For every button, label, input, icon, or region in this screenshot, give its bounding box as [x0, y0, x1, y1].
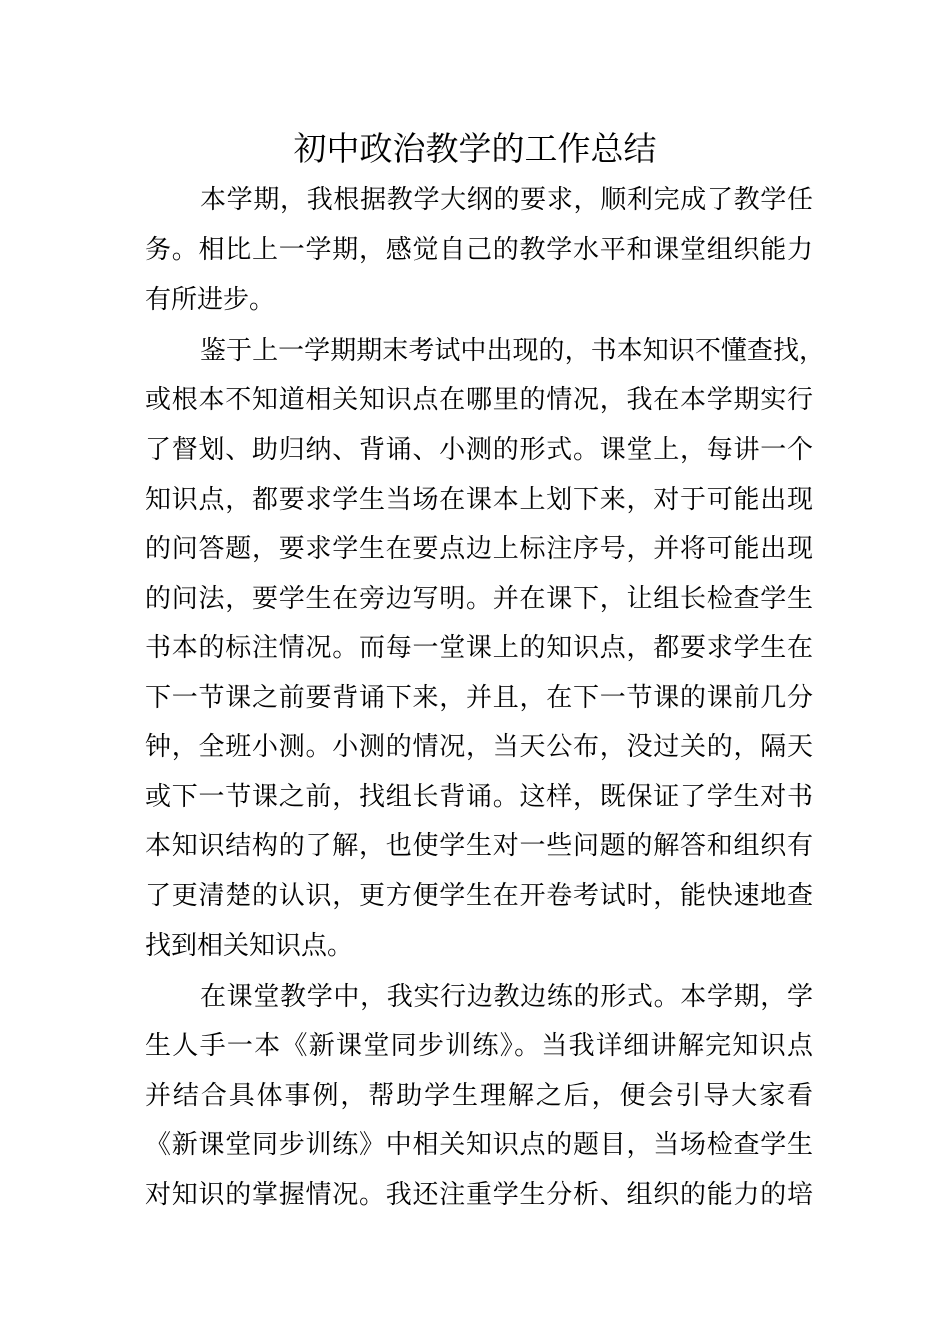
paragraph-2-line-5: 的问答题，要求学生在要点边上标注序号，并将可能出现: [145, 534, 813, 564]
paragraph-3-line-3: 并结合具体事例，帮助学生理解之后，便会引导大家看: [145, 1081, 813, 1111]
paragraph-2-line-3: 了督划、助归纳、背诵、小测的形式。课堂上，每讲一个: [145, 435, 813, 465]
document-title: 初中政治教学的工作总结: [293, 129, 657, 168]
paragraph-2-line-1: 鉴于上一学期期末考试中出现的，书本知识不懂查找，: [200, 336, 825, 366]
paragraph-3-line-1: 在课堂教学中，我实行边教边练的形式。本学期，学: [200, 982, 813, 1012]
paragraph-3-line-5: 对知识的掌握情况。我还注重学生分析、组织的能力的培: [145, 1180, 813, 1210]
paragraph-2-line-7: 书本的标注情况。而每一堂课上的知识点，都要求学生在: [145, 633, 813, 663]
paragraph-2-line-6: 的问法，要学生在旁边写明。并在课下，让组长检查学生: [145, 584, 813, 614]
paragraph-2-line-9: 钟，全班小测。小测的情况，当天公布，没过关的，隔天: [145, 732, 813, 762]
paragraph-2-line-2: 或根本不知道相关知识点在哪里的情况，我在本学期实行: [145, 385, 813, 415]
paragraph-2-line-10: 或下一节课之前，找组长背诵。这样，既保证了学生对书: [145, 782, 813, 812]
paragraph-2-line-8: 下一节课之前要背诵下来，并且，在下一节课的课前几分: [145, 683, 813, 713]
paragraph-3-line-2: 生人手一本《新课堂同步训练》。当我详细讲解完知识点: [145, 1031, 813, 1061]
paragraph-2-line-13: 找到相关知识点。: [145, 931, 354, 961]
paragraph-3-line-4: 《新课堂同步训练》中相关知识点的题目，当场检查学生: [145, 1130, 813, 1160]
paragraph-2-line-12: 了更清楚的认识，更方便学生在开卷考试时，能快速地查: [145, 881, 813, 911]
paragraph-2-line-11: 本知识结构的了解，也使学生对一些问题的解答和组织有: [145, 831, 813, 861]
paragraph-1-line-2: 务。相比上一学期，感觉自己的教学水平和课堂组织能力: [145, 235, 813, 265]
paragraph-1-line-1: 本学期，我根据教学大纲的要求，顺利完成了教学任: [200, 185, 813, 215]
paragraph-2-line-4: 知识点，都要求学生当场在课本上划下来，对于可能出现: [145, 485, 813, 515]
paragraph-1-line-3: 有所进步。: [145, 285, 276, 315]
